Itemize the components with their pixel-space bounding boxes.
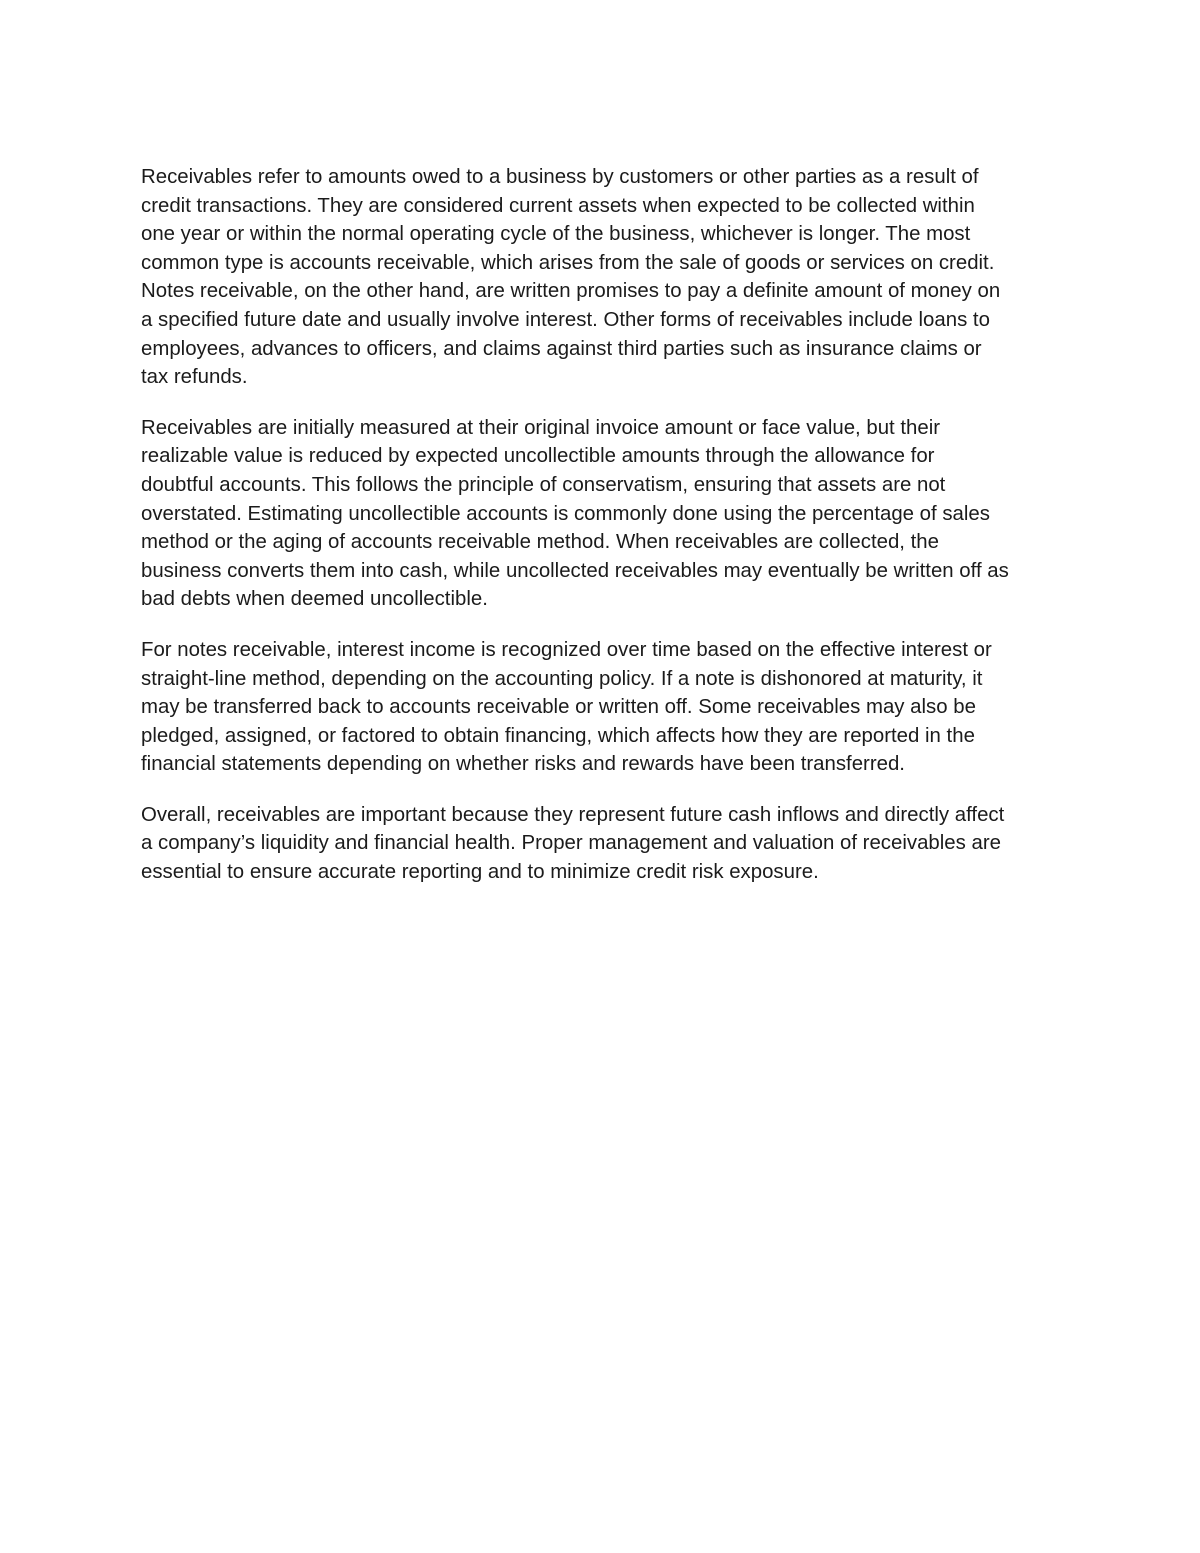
paragraph-receivables-definition: Receivables refer to amounts owed to a business by customers or other parties as a result of credit transactions. They are considered current assets when expected to be collected within one year or within the normal operating cycle of the business, whichever is longer. The most common type is accounts receivable, which arises from the sale of goods or services on credit. Notes receivable, on the other hand, are written promises to pay a definite amount of money on a specified future date and usually involve interest. Other forms of receivables include loans to employees, advances to officers, and claims against third parties such as insurance claims or tax refunds.: [141, 166, 1001, 389]
document-body: [141, 163, 1066, 909]
paragraph-measurement: Receivables are initially measured at their original invoice amount or face value, but their realizable value is reduced by expected uncollectible amounts through the allowance for doubtful accounts. This follows the principle of conservatism, ensuring that assets are not overstated. Estimating uncollectible accounts is commonly done using the percentage of sales method or the aging of accounts receivable method. When receivables are collected, the business converts them into cash, while uncollected receivables may eventually be written off as bad debts when deemed uncollectible.: [141, 416, 1009, 611]
paragraph-notes-receivable: For notes receivable, interest income is recognized over time based on the effective interest or straight-line method, depending on the accounting policy. If a note is dishonored at maturity, it may be transferred back to accounts receivable or written off. Some receivables may also be pledged, assigned, or factored to obtain financing, which affects how they are reported in the financial statements depending on whether risks and rewards have been transferred.: [141, 638, 992, 776]
paragraph-conclusion: Overall, receivables are important because they represent future cash inflows and directly affect a company’s liquidity and financial health. Proper management and valuation of receivables are essential to ensure accurate reporting and to minimize credit risk exposure.: [141, 803, 1005, 884]
